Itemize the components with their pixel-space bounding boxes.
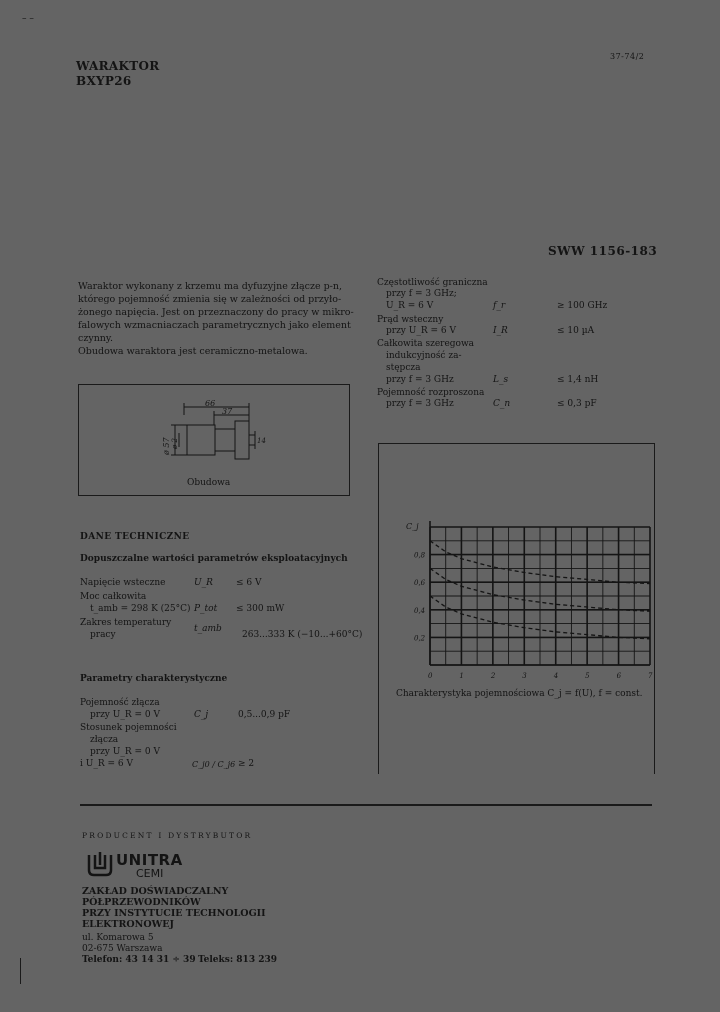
- param-label: przy f = 3 GHz: [386, 399, 454, 409]
- param-label: Całkowita szeregowa: [377, 339, 475, 349]
- x-tick-label: 1: [459, 672, 464, 680]
- limit-label: Napięcie wsteczne: [80, 578, 166, 588]
- y-tick-label: 0,4: [414, 606, 426, 615]
- char-label: Pojemność złącza: [80, 698, 160, 708]
- param-symbol: I_R: [493, 326, 508, 336]
- x-tick-label: 2: [490, 672, 496, 680]
- package-drawing-frame: [78, 384, 350, 496]
- char-label: przy U_R = 0 V: [90, 710, 160, 720]
- phone-line: Telefon: 43 14 31 ÷ 39: [82, 955, 196, 965]
- tech-heading: DANE TECHNICZNE: [80, 532, 190, 542]
- param-label: przy U_R = 6 V: [386, 326, 456, 336]
- company-address: [82, 933, 196, 966]
- param-label: indukcyjność za-: [386, 351, 462, 361]
- document-code: 37-74/2: [610, 52, 645, 61]
- chart-grid: [430, 527, 650, 665]
- company-line: ELEKTRONOWEJ: [82, 919, 175, 930]
- param-label: Częstotliwość graniczna: [377, 278, 488, 288]
- dim-e-label: 14: [257, 437, 266, 445]
- intro-line: falowych wzmacniaczach parametrycznych jako element: [78, 320, 351, 331]
- x-tick-label: 4: [553, 672, 559, 680]
- char-label: przy U_R = 0 V: [90, 747, 160, 757]
- char-label: złącza: [90, 735, 119, 745]
- param-label: Prąd wsteczny: [377, 315, 444, 325]
- company-line: PÓŁPRZEWODNIKÓW: [82, 897, 201, 908]
- package-drawing: [79, 385, 349, 495]
- title-line-1: WARAKTOR: [76, 59, 160, 73]
- address-line: 02-675 Warszawa: [82, 944, 163, 954]
- limit-symbol: t_amb: [194, 624, 222, 634]
- limit-symbol: U_R: [194, 578, 213, 588]
- intro-text: [78, 280, 363, 358]
- y-tick-label: 0,6: [414, 579, 426, 588]
- company-line: ZAKŁAD DOŚWIADCZALNY: [82, 886, 229, 897]
- title-line-2: BXYP26: [76, 74, 132, 88]
- logo-sub: CEMI: [136, 867, 164, 880]
- y-tick-label: 0,2: [414, 634, 426, 643]
- limit-label: pracy: [90, 630, 116, 640]
- company-name: [82, 886, 266, 930]
- limit-label: Zakres temperatury: [80, 618, 172, 628]
- char-symbol: C_j: [194, 710, 209, 720]
- intro-line: Waraktor wykonany z krzemu ma dyfuzyjne złącze p-n,: [78, 281, 343, 292]
- param-label: stępcza: [386, 363, 421, 373]
- limit-value: ≤ 6 V: [236, 578, 262, 588]
- chart-caption: Charakterystyka pojemnościowa C_j = f(U), f = const.: [396, 689, 643, 699]
- package-caption: Obudowa: [187, 478, 231, 488]
- limit-label: t_amb = 298 K (25°C): [90, 604, 191, 614]
- producer-label: PRODUCENT I DYSTRYBUTOR: [82, 831, 253, 840]
- char-value: ≥ 2: [238, 759, 255, 769]
- x-tick-label: 7: [648, 672, 653, 680]
- x-tick-label: 0: [428, 672, 433, 680]
- right-params: [377, 278, 657, 418]
- intro-line: żonego napięcia. Jest on przeznaczony do pracy w mikro-: [78, 307, 354, 318]
- intro-line: czynny.: [78, 333, 114, 344]
- x-tick-label: 3: [522, 672, 527, 680]
- param-label: Pojemność rozproszona: [377, 388, 485, 398]
- param-value: ≥ 100 GHz: [557, 301, 608, 311]
- y-tick-label: 0,8: [414, 551, 426, 560]
- limit-value: ≤ 300 mW: [236, 604, 285, 614]
- chars-heading: Parametry charakterystyczne: [80, 674, 228, 684]
- dim-b-label: 37: [222, 407, 233, 416]
- param-value: ≤ 10 µA: [557, 326, 595, 336]
- param-label: przy f = 3 GHz: [386, 375, 454, 385]
- series-code: SWW 1156-183: [548, 244, 658, 258]
- company-line: PRZY INSTYTUCIE TECHNOLOGII: [82, 908, 266, 919]
- intro-line: Obudowa waraktora jest ceramiczno-metalowa.: [78, 346, 308, 357]
- dim-d-label: ø 2: [171, 438, 179, 449]
- corner-mark: – –: [22, 14, 34, 24]
- chars-table: [80, 698, 360, 784]
- char-symbol: C_j0 / C_j6: [192, 760, 236, 769]
- product-title: [76, 59, 160, 89]
- intro-line: którego pojemność zmienia się w zależności od przyło-: [78, 294, 342, 305]
- limit-label: Moc całkowita: [80, 592, 147, 602]
- param-label: U_R = 6 V: [386, 301, 434, 311]
- limits-heading: Dopuszczalne wartości parametrów eksploatacyjnych: [80, 554, 348, 564]
- char-label: Stosunek pojemności: [80, 723, 177, 733]
- param-label: przy f = 3 GHz;: [386, 289, 457, 299]
- y-axis-label: C_j: [406, 522, 419, 531]
- limit-value: 263...333 K (−10...+60°C): [242, 630, 363, 640]
- dim-a-label: 66: [205, 399, 216, 408]
- logo-text: UNITRA: [116, 851, 183, 869]
- char-label: i U_R = 6 V: [80, 759, 133, 769]
- param-symbol: f_r: [493, 301, 506, 311]
- limits-table: [80, 578, 363, 648]
- scan-edge-mark: [20, 958, 21, 984]
- unitra-logo-icon: [86, 852, 114, 878]
- limit-symbol: P_tot: [194, 604, 218, 614]
- param-value: ≤ 1,4 nH: [557, 375, 599, 385]
- param-symbol: L_s: [493, 375, 509, 385]
- capacitance-chart: [390, 515, 660, 685]
- bottom-rule: [80, 804, 652, 806]
- x-tick-label: 6: [616, 672, 622, 680]
- unitra-logo: [86, 852, 196, 880]
- param-symbol: C_n: [493, 399, 511, 409]
- char-value: 0,5...0,9 pF: [238, 710, 291, 720]
- telex-line: Teleks: 813 239: [198, 955, 278, 965]
- x-tick-label: 5: [585, 672, 590, 680]
- param-value: ≤ 0,3 pF: [557, 399, 597, 409]
- dim-c-label: ø 57: [162, 437, 171, 455]
- address-line: ul. Komarowa 5: [82, 933, 154, 943]
